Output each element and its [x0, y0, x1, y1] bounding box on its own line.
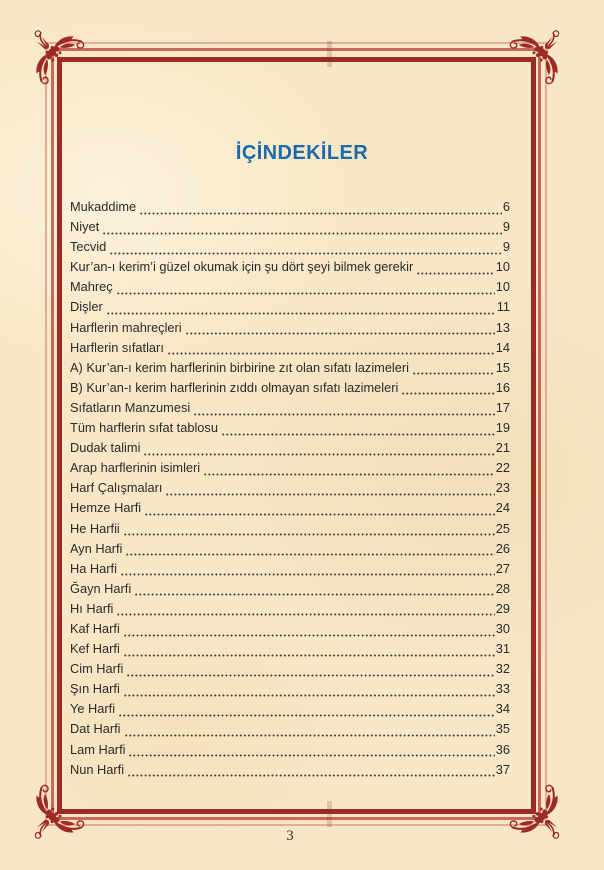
toc-entry-label: Ğayn Harfi [70, 580, 132, 596]
toc-entry-label: Ayn Harfi [70, 540, 123, 556]
dot-leader [110, 239, 502, 259]
toc-entry-page-number: 10 [495, 259, 510, 275]
toc-entry [70, 440, 510, 460]
dot-leader [140, 199, 502, 219]
toc-entry-page-number: 9 [502, 239, 510, 255]
border-center-seam-bottom [327, 801, 332, 827]
dot-leader [129, 742, 494, 762]
dot-leader [121, 561, 495, 581]
toc-entry-label: Mahreç [70, 279, 113, 295]
dot-leader [117, 279, 495, 299]
dot-leader [166, 480, 494, 500]
toc-entry-page-number: 17 [495, 399, 510, 415]
toc-list [70, 199, 510, 782]
toc-entry [70, 299, 510, 319]
dot-leader [107, 299, 496, 319]
toc-entry [70, 259, 510, 279]
toc-entry-label: Hemze Harfi [70, 500, 142, 516]
toc-entry [70, 480, 510, 500]
toc-entry-label: Dişler [70, 299, 103, 315]
toc-entry [70, 661, 510, 681]
toc-entry-page-number: 23 [495, 480, 510, 496]
toc-entry-page-number: 15 [495, 359, 510, 375]
toc-entry-label: Tüm harflerin sıfat tablosu [70, 420, 218, 436]
dot-leader [145, 500, 495, 520]
toc-entry [70, 279, 510, 299]
toc-entry-page-number: 11 [496, 299, 510, 315]
toc-entry [70, 521, 510, 541]
toc-entry-label: Dat Harfi [70, 721, 121, 737]
toc-entry-label: Harf Çalışmaları [70, 480, 163, 496]
dot-leader [126, 541, 494, 561]
toc-entry [70, 621, 510, 641]
toc-entry-label: Nun Harfi [70, 761, 125, 777]
toc-entry-page-number: 35 [495, 721, 510, 737]
toc-entry-label: Ha Harfi [70, 560, 117, 576]
toc-entry-label: Dudak talimi [70, 440, 141, 456]
toc-entry [70, 340, 510, 360]
toc-entry-label: Kaf Harfi [70, 620, 120, 636]
toc-entry [70, 320, 510, 340]
page-number: 3 [286, 828, 294, 844]
toc-entry-page-number: 33 [495, 681, 510, 697]
toc-entry [70, 420, 510, 440]
toc-entry-page-number: 6 [502, 199, 510, 214]
floral-corner-flourish-icon [27, 27, 87, 87]
toc-entry-page-number: 16 [495, 379, 510, 395]
toc-entry-page-number: 14 [495, 339, 510, 355]
toc-entry-page-number: 22 [495, 460, 510, 476]
toc-entry-label: Tecvid [70, 239, 107, 255]
toc-entry [70, 400, 510, 420]
toc-entry-label: Arap harflerinin isimleri [70, 460, 201, 476]
toc-entry-label: Hı Harfi [70, 600, 114, 616]
page-title: İÇİNDEKİLER [235, 142, 369, 164]
toc-entry-page-number: 24 [495, 500, 510, 516]
toc-entry-page-number: 31 [495, 641, 510, 657]
toc-entry [70, 701, 510, 721]
border-center-seam-top [327, 41, 332, 67]
dot-leader [119, 701, 495, 721]
toc-entry-label: Ye Harfi [70, 701, 116, 717]
dot-leader [117, 601, 494, 621]
toc-entry-label: Sıfatların Manzumesi [70, 399, 191, 415]
toc-entry-label: A) Kur’an-ı kerim harflerinin birbirine zıt olan sıfatı lazimeleri [70, 359, 409, 375]
toc-entry-page-number: 26 [495, 540, 510, 556]
dot-leader [222, 420, 495, 440]
toc-entry-page-number: 19 [495, 420, 510, 436]
toc-entry-label: Lam Harfi [70, 741, 126, 757]
toc-entry-page-number: 37 [495, 761, 510, 777]
toc-entry [70, 219, 510, 239]
toc-entry-page-number: 32 [495, 661, 510, 677]
dot-leader [124, 621, 495, 641]
toc-entry-page-number: 34 [495, 701, 510, 717]
toc-entry [70, 641, 510, 661]
toc-entry [70, 460, 510, 480]
toc-entry-page-number: 13 [495, 319, 510, 335]
toc-entry-label: Kur’an-ı kerim’i güzel okumak için şu dört şeyi bilmek gerekir [70, 259, 414, 275]
dot-leader [124, 641, 495, 661]
toc-entry-label: Kef Harfi [70, 641, 120, 657]
toc-entry-label: Mukaddime [70, 199, 137, 214]
toc-entry-label: Şın Harfi [70, 681, 120, 697]
dot-leader [127, 661, 494, 681]
toc-entry [70, 561, 510, 581]
toc-entry [70, 681, 510, 701]
toc-entry-page-number: 36 [495, 741, 510, 757]
toc-entry-page-number: 10 [495, 279, 510, 295]
dot-leader [103, 219, 502, 239]
toc-entry [70, 199, 510, 219]
dot-leader [125, 721, 495, 741]
dot-leader [186, 320, 495, 340]
toc-entry [70, 239, 510, 259]
toc-entry [70, 581, 510, 601]
dot-leader [124, 521, 495, 541]
dot-leader [128, 762, 495, 782]
toc-entry-label: Niyet [70, 219, 100, 235]
toc-entry [70, 742, 510, 762]
toc-entry-page-number: 28 [495, 580, 510, 596]
toc-entry-page-number: 29 [495, 600, 510, 616]
toc-entry-label: Harflerin sıfatları [70, 339, 164, 355]
toc-entry [70, 762, 510, 782]
dot-leader [402, 380, 494, 400]
dot-leader [204, 460, 495, 480]
dot-leader [413, 360, 495, 380]
toc-entry [70, 601, 510, 621]
toc-entry-page-number: 21 [495, 440, 510, 456]
toc-entry-page-number: 30 [495, 620, 510, 636]
toc-entry-label: He Harfii [70, 520, 120, 536]
toc-entry-label: Harflerin mahreçleri [70, 319, 182, 335]
toc-entry-page-number: 27 [495, 560, 510, 576]
toc-entry [70, 500, 510, 520]
toc-entry [70, 360, 510, 380]
dot-leader [194, 400, 495, 420]
toc-entry-page-number: 9 [502, 219, 510, 235]
dot-leader [168, 340, 495, 360]
dot-leader [124, 681, 495, 701]
toc-entry-label: B) Kur’an-ı kerim harflerinin zıddı olmayan sıfatı lazimeleri [70, 379, 399, 395]
dot-leader [144, 440, 494, 460]
toc-entry [70, 541, 510, 561]
dot-leader [135, 581, 495, 601]
toc-entry [70, 721, 510, 741]
toc-entry-page-number: 25 [495, 520, 510, 536]
dot-leader [417, 259, 494, 279]
toc-entry-label: Cim Harfi [70, 661, 124, 677]
floral-corner-flourish-icon [507, 27, 567, 87]
toc-entry [70, 380, 510, 400]
